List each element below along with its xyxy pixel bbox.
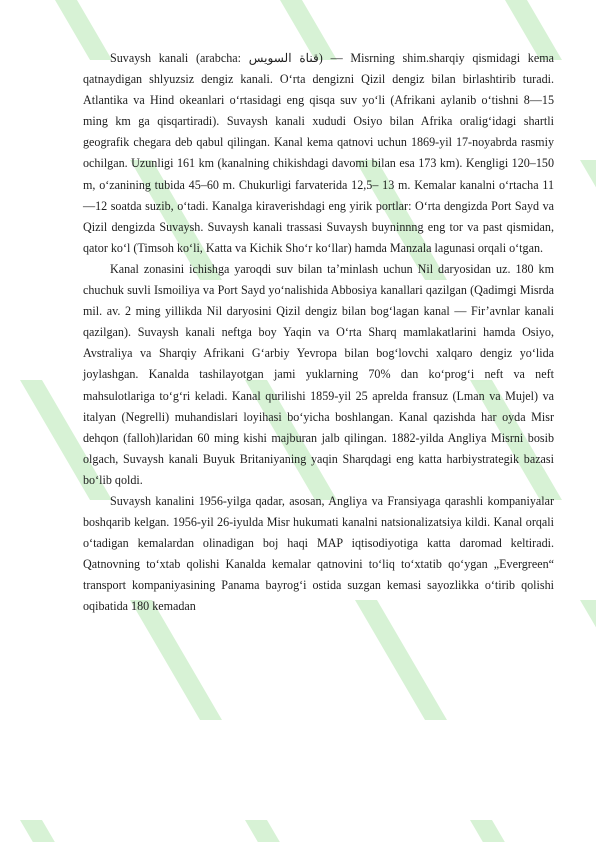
watermark-band [355,600,447,720]
paragraph-2: Kanal zonasini ichishga yaroqdi suv bilan ta’minlash uchun Nil daryosidan uz. 180 km chuchuk suvli Ismoiliya va Port Sayd yo‘nalishida Abbosiya kanallari qazilgan (Qadimgi Misrda mil. av. 2 ming yillikda Nil daryosini Qizil dengiz bilan bog‘lagan kanal — Fir’avnlar kanali qazilgan). Suvaysh kanali neftga boy Yaqin va O‘rta Sharq mamlakatlarini hamda Osiyo, Avstraliya va Sharqiy Afrikani G‘arbiy Yevropa bilan bog‘lovchi xalqaro dengiz yo‘lida joylashgan. Kanalda tashilayotgan jami yuklarning 70% dan ko‘prog‘i neft va neft mahsulotlariga to‘g‘ri keladi. Kanal qurilishi 1859-yil 25 aprelda fransuz (Lman va Mujel) va italyan (Negrelli) muhandislari loyihasi bo‘yicha boshlangan. Kanal qazishda har oyda Misr dehqon (falloh)laridan 60 ming kishi majburan jalb qilingan. 1882-yilda Angliya Misrni bosib olgach, Suvaysh kanali Buyuk Britaniyaning yaqin Sharqdagi eng katta harbiystrategik bazasi bo‘lib qoldi. [83,261,554,487]
watermark-band [580,160,596,280]
paragraph-3: Suvaysh kanalini 1956-yilga qadar, asosan, Angliya va Fransiyaga qarashli kompaniyalar boshqarib kelgan. 1956-yil 26-iyulda Misr hukumati kanalni natsionalizatsiya kildi. Kanal orqali o‘tadigan kemalardan olinadigan boj haqi MAP iqtisodiyotiga katta daromad keltiradi. Qatnovning to‘xtab qolishi Kanalda kemalar qatnovini to‘liq to‘xtatib qo‘ygan „Evergreen“ transport kompaniyasining Panama bayrog‘i ostida suzgan kemasi sayozlikka o‘tirib qolishi oqibatida 180 kemadan [83,493,554,614]
watermark-band [470,820,562,842]
watermark-band [580,600,596,720]
watermark-band [20,820,112,842]
document-body [83,48,554,618]
paragraph-1: Suvaysh kanali (arabcha: قناة السويس) — Misrning shim.sharqiy qismidagi kema qatnaydigan shlyuzsiz dengiz kanali. O‘rta dengizni Qizil dengiz bilan birlashtirib turadi. Atlantika va Hind okeanlari o‘rtasidagi eng qisqa suv yo‘li (Afrikani aylanib o‘tishni 8—15 ming km ga qisqartiradi). Suvaysh kanali xududi Osiyo bilan Afrika oralig‘idagi shartli geografik chegara deb qabul qilingan. Kanal kema qatnovi uchun 1869-yil 17-noyabrda rasmiy ochilgan. Uzunligi 161 km (kanalning chikishdagi davomi bilan esa 173 km). Kengligi 120–150 m, o‘zanining tubida 45–60 m. Chukurligi farvaterida 12,5– 13 m. Kemalar kanalni o‘rtacha 11—12 soatda suzib, o‘tadi. Kanalga kiraverishdagi eng yirik portlar: O‘rta dengizda Port Sayd va Qizil dengizda Suvaysh. Suvaysh kanali trassasi Suvaysh buyninnng eng tor va past qismidan, qator ko‘l (Timsoh ko‘li, Katta va Kichik Sho‘r ko‘llar) hamda Manzala lagunasi orqali o‘tgan. [83,51,554,255]
watermark-band [245,820,337,842]
watermark-band [130,600,222,720]
